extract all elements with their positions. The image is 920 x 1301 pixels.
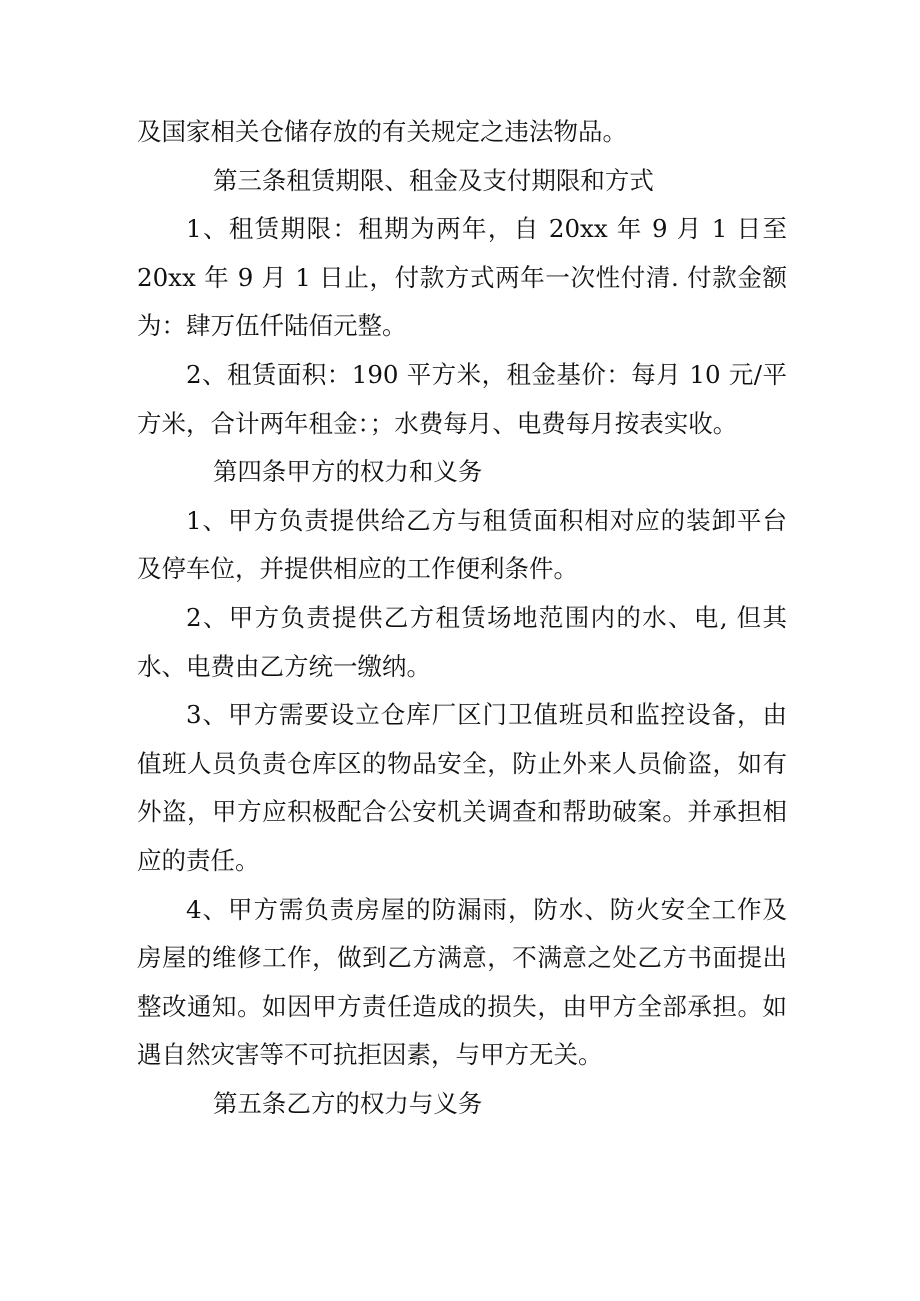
article-3-clause-1: 1、租赁期限：租期为两年，自 20xx 年 9 月 1 日至 20xx 年 9 月 1 日止，付款方式两年一次性付清. 付款金额为：肆万伍仟陆佰元整。 [137, 214, 787, 341]
article-3-clause-2: 2、租赁面积：190 平方米，租金基价：每月 10 元/平方米，合计两年租金：；水费每月、电费每月按表实收。 [137, 359, 787, 438]
paragraph-continuation: 及国家相关仓储存放的有关规定之违法物品。 [137, 117, 627, 146]
article-5-heading: 第五条乙方的权力与义务 [212, 1088, 483, 1118]
article-4-heading: 第四条甲方的权力和义务 [212, 457, 483, 487]
article-3-heading: 第三条租赁期限、租金及支付期限和方式 [212, 165, 654, 195]
article-4-clause-3: 3、甲方需要设立仓库厂区门卫值班员和监控设备，由值班人员负责仓库区的物品安全，防止外来人员偷盗，如有外盗，甲方应积极配合公安机关调查和帮助破案。并承担相应的责任。 [137, 700, 787, 875]
document-body [137, 108, 787, 1128]
article-4-clause-1: 1、甲方负责提供给乙方与租赁面积相对应的装卸平台及停车位，并提供相应的工作便利条件。 [137, 505, 787, 584]
article-4-clause-2: 2、甲方负责提供乙方租赁场地范围内的水、电, 但其水、电费由乙方统一缴纳。 [137, 602, 787, 681]
article-4-clause-4: 4、甲方需负责房屋的防漏雨，防水、防火安全工作及房屋的维修工作，做到乙方满意，不满意之处乙方书面提出整改通知。如因甲方责任造成的损失，由甲方全部承担。如遇自然灾害等不可抗拒因素，与甲方无关。 [137, 894, 787, 1070]
